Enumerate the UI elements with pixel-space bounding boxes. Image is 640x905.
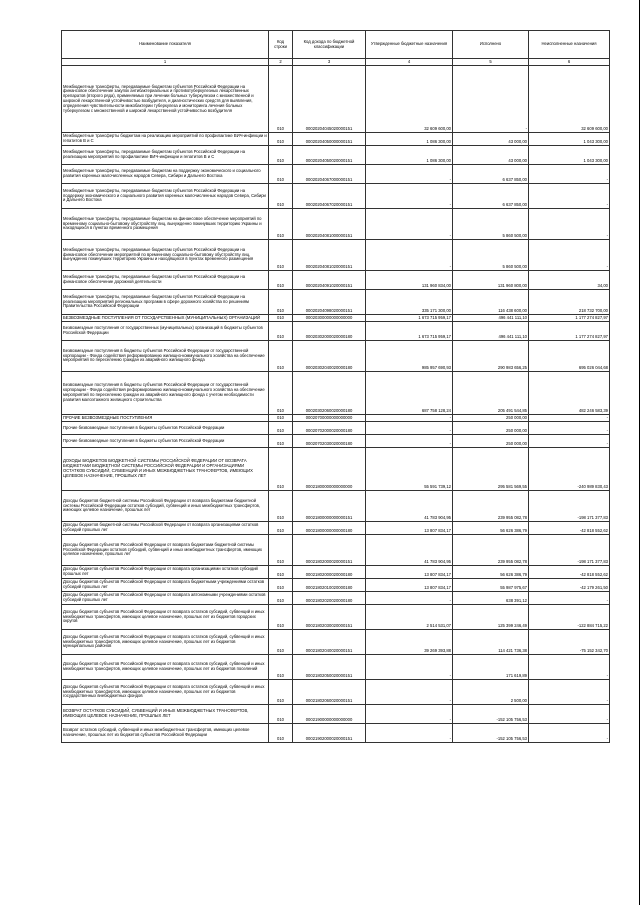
row-unexecuted: - bbox=[529, 655, 610, 680]
row-approved: 41 783 904,95 bbox=[366, 535, 453, 566]
row-name: Доходы бюджетов бюджетной системы Российской Федерации от возврата бюджетами бюджетной системы Российской Федерации остатков субсидий, субвенций и иных межбюджетных трансфертов, имеющих целевое назначение, прошлых лет bbox=[62, 491, 269, 522]
row-code: 010 bbox=[269, 209, 293, 240]
row-unexecuted: -198 171 377,83 bbox=[529, 535, 610, 566]
row-kbk: 00020204050000000151 bbox=[293, 133, 366, 146]
table-header-row bbox=[62, 31, 610, 59]
row-kbk: 00020300000000000000 bbox=[293, 315, 366, 322]
row-executed: 250 000,00 bbox=[453, 435, 529, 448]
row-executed: 114 421 736,38 bbox=[453, 630, 529, 655]
table-row bbox=[62, 184, 610, 209]
row-kbk: 00020204067020000151 bbox=[293, 184, 366, 209]
row-unexecuted: - bbox=[529, 415, 610, 422]
row-unexecuted: -42 818 552,62 bbox=[529, 522, 610, 535]
row-unexecuted: - bbox=[529, 680, 610, 705]
row-code: 010 bbox=[269, 240, 293, 271]
row-unexecuted: - bbox=[529, 240, 610, 271]
row-name: Доходы бюджетов субъектов Российской Федерации от возврата остатков субсидий, субвенций и иных межбюджетных трансфертов, имеющих целевое назначение, прошлых лет из бюджетов муниципальных районов bbox=[62, 630, 269, 655]
row-unexecuted: - bbox=[529, 592, 610, 605]
row-code: 010 bbox=[269, 535, 293, 566]
row-unexecuted: 695 026 044,68 bbox=[529, 341, 610, 372]
row-name: Доходы бюджетов субъектов Российской Федерации от возврата бюджетными учреждениями остатков субсидий прошлых лет bbox=[62, 579, 269, 592]
row-approved: - bbox=[366, 592, 453, 605]
row-code: 010 bbox=[269, 705, 293, 724]
row-kbk: 00021802020020000180 bbox=[293, 592, 366, 605]
row-executed: 239 955 082,78 bbox=[453, 535, 529, 566]
table-row bbox=[62, 290, 610, 315]
table-row bbox=[62, 592, 610, 605]
row-kbk: 00020302000020000180 bbox=[293, 322, 366, 341]
table-row bbox=[62, 341, 610, 372]
table-row bbox=[62, 448, 610, 491]
row-approved: - bbox=[366, 415, 453, 422]
row-code: 010 bbox=[269, 566, 293, 579]
row-executed: 2 500,00 bbox=[453, 680, 529, 705]
row-approved: 2 514 531,07 bbox=[366, 605, 453, 630]
row-code: 010 bbox=[269, 184, 293, 209]
row-executed: -152 105 756,53 bbox=[453, 724, 529, 743]
row-unexecuted: -75 152 342,70 bbox=[529, 630, 610, 655]
table-row bbox=[62, 415, 610, 422]
table-row bbox=[62, 165, 610, 184]
row-code: 010 bbox=[269, 630, 293, 655]
row-executed: 56 626 386,79 bbox=[453, 522, 529, 535]
row-name: Межбюджетные трансферты, передаваемые бюджетам субъектов Российской Федерации на финансовое обеспечение дорожной деятельности bbox=[62, 271, 269, 290]
row-executed: 5 860 500,00 bbox=[453, 240, 529, 271]
row-code: 010 bbox=[269, 415, 293, 422]
table-row bbox=[62, 491, 610, 522]
column-number: 5 bbox=[453, 59, 529, 66]
row-approved: 1 086 300,00 bbox=[366, 146, 453, 165]
table-row bbox=[62, 209, 610, 240]
row-code: 010 bbox=[269, 133, 293, 146]
row-unexecuted: -42 179 261,50 bbox=[529, 579, 610, 592]
row-name: Возврат остатков субсидий, субвенций и иных межбюджетных трансфертов, имеющих целевое назначение, прошлых лет из бюджетов субъектов Российской Федерации bbox=[62, 724, 269, 743]
row-executed: 239 955 082,78 bbox=[453, 491, 529, 522]
row-code: 010 bbox=[269, 315, 293, 322]
row-executed: 43 000,00 bbox=[453, 133, 529, 146]
row-kbk: 00021902000020000151 bbox=[293, 724, 366, 743]
row-executed: 295 581 569,55 bbox=[453, 448, 529, 491]
row-approved: - bbox=[366, 655, 453, 680]
column-number: 1 bbox=[62, 59, 269, 66]
row-code: 010 bbox=[269, 341, 293, 372]
row-code: 010 bbox=[269, 522, 293, 535]
row-kbk: 00021800000000000180 bbox=[293, 522, 366, 535]
row-name: Межбюджетные трансферты, передаваемые бюджетам субъектов Российской Федерации на поддержку экономического и социального развития коренных малочисленных народов Севера, Сибири и Дальнего Востока bbox=[62, 184, 269, 209]
table-row bbox=[62, 566, 610, 579]
header-kbk: Код дохода по бюджетной классификации bbox=[293, 31, 366, 59]
row-executed: 250 000,00 bbox=[453, 415, 529, 422]
row-code: 010 bbox=[269, 579, 293, 592]
table-row bbox=[62, 322, 610, 341]
row-name: Доходы бюджетов субъектов Российской Федерации от возврата автономными учреждениями остатков субсидий прошлых лет bbox=[62, 592, 269, 605]
row-code: 010 bbox=[269, 372, 293, 415]
header-executed: Исполнено bbox=[453, 31, 529, 59]
row-code: 010 bbox=[269, 422, 293, 435]
row-name: Межбюджетные трансферты, передаваемые бюджетам субъектов Российской Федерации на финансовое обеспечение мероприятий по временному социально-бытовому обустройству лиц, вынужденно покинувших территорию Украины и находящихся в пунктах временного размещения bbox=[62, 240, 269, 271]
row-name: Прочие безвозмездные поступления в бюджеты субъектов Российской Федерации bbox=[62, 422, 269, 435]
row-name: Межбюджетные трансферты, передаваемые бюджетам субъектов Российской Федерации на реализацию мероприятий региональных программ в сфере дорожного хозяйства по решениям Правительства Российской Федерации bbox=[62, 290, 269, 315]
row-code: 010 bbox=[269, 592, 293, 605]
row-approved: 1 086 300,00 bbox=[366, 133, 453, 146]
table-row bbox=[62, 705, 610, 724]
row-code: 010 bbox=[269, 290, 293, 315]
header-row-code: Код строки bbox=[269, 31, 293, 59]
row-kbk: 00020302040020000180 bbox=[293, 341, 366, 372]
row-code: 010 bbox=[269, 605, 293, 630]
row-executed: 638 391,12 bbox=[453, 592, 529, 605]
row-executed: 290 983 656,25 bbox=[453, 341, 529, 372]
row-approved: 1 673 715 959,17 bbox=[366, 315, 453, 322]
row-unexecuted: - bbox=[529, 209, 610, 240]
row-approved: 687 758 128,24 bbox=[366, 372, 453, 415]
row-name: Прочие безвозмездные поступления в бюджеты субъектов Российской Федерации bbox=[62, 435, 269, 448]
row-executed: 116 438 600,00 bbox=[453, 290, 529, 315]
row-kbk: 00020204067000000151 bbox=[293, 165, 366, 184]
table-row bbox=[62, 535, 610, 566]
row-kbk: 00021802010020000180 bbox=[293, 579, 366, 592]
row-approved: - bbox=[366, 240, 453, 271]
row-approved: - bbox=[366, 435, 453, 448]
row-executed: - bbox=[453, 66, 529, 133]
row-unexecuted: - bbox=[529, 422, 610, 435]
row-unexecuted: 1 043 300,00 bbox=[529, 133, 610, 146]
column-number: 3 bbox=[293, 59, 366, 66]
row-code: 010 bbox=[269, 724, 293, 743]
row-executed: 496 441 111,10 bbox=[453, 322, 529, 341]
row-unexecuted: - bbox=[529, 435, 610, 448]
row-executed: 171 619,89 bbox=[453, 655, 529, 680]
row-unexecuted: -122 884 715,22 bbox=[529, 605, 610, 630]
row-code: 010 bbox=[269, 66, 293, 133]
row-kbk: 00021802060020000151 bbox=[293, 680, 366, 705]
row-unexecuted: 1 177 274 827,97 bbox=[529, 315, 610, 322]
row-approved: - bbox=[366, 680, 453, 705]
row-approved: - bbox=[366, 165, 453, 184]
row-executed: -152 105 756,53 bbox=[453, 705, 529, 724]
row-kbk: 00021900000000000000 bbox=[293, 705, 366, 724]
row-name: Безвозмездные поступления в бюджеты субъектов Российской Федерации от государственной корпорации - Фонда содействия реформированию жилищно-коммунального хозяйства на обеспечение мероприятий по переселению граждан из аварийного жилищного фонда bbox=[62, 341, 269, 372]
table-row bbox=[62, 655, 610, 680]
row-approved: 335 171 300,00 bbox=[366, 290, 453, 315]
row-name: Межбюджетные трансферты бюджетам на реализацию мероприятий по профилактике ВИЧ-инфекции и гепатитов В и С bbox=[62, 133, 269, 146]
row-kbk: 00020204081020000151 bbox=[293, 240, 366, 271]
row-unexecuted: 32 609 600,00 bbox=[529, 66, 610, 133]
row-unexecuted: 218 732 700,00 bbox=[529, 290, 610, 315]
row-approved: 131 960 834,00 bbox=[366, 271, 453, 290]
row-unexecuted: 1 043 300,00 bbox=[529, 146, 610, 165]
table-row bbox=[62, 680, 610, 705]
table-row bbox=[62, 724, 610, 743]
row-approved: 39 269 393,88 bbox=[366, 630, 453, 655]
row-name: Межбюджетные трансферты, передаваемые бюджетам на финансовое обеспечение мероприятий по временному социально-бытовому обустройству лиц, вынужденно покинувших территорию Украины и находящихся в пунктах временного размещения bbox=[62, 209, 269, 240]
row-name: Доходы бюджетов субъектов Российской Федерации от возврата организациями остатков субсидий прошлых лет bbox=[62, 566, 269, 579]
row-kbk: 00021802000020000180 bbox=[293, 566, 366, 579]
row-kbk: 00021802030020000151 bbox=[293, 605, 366, 630]
row-name: ВОЗВРАТ ОСТАТКОВ СУБСИДИЙ, СУБВЕНЦИЙ И ИНЫХ МЕЖБЮДЖЕТНЫХ ТРАНСФЕРТОВ, ИМЕЮЩИХ ЦЕЛЕВОЕ НАЗНАЧЕНИЕ, ПРОШЛЫХ ЛЕТ bbox=[62, 705, 269, 724]
row-kbk: 00020204091020000151 bbox=[293, 271, 366, 290]
table-row bbox=[62, 372, 610, 415]
row-name: Доходы бюджетов субъектов Российской Федерации от возврата остатков субсидий, субвенций и иных межбюджетных трансфертов, имеющих целевое назначение, прошлых лет из бюджетов поселений bbox=[62, 655, 269, 680]
row-name: Безвозмездные поступления в бюджеты субъектов Российской Федерации от государственной корпорации - Фонда содействия реформированию жилищно-коммунального хозяйства на обеспечение мероприятий по переселению граждан из аварийного жилищного фонда с учетом необходимости развития малоэтажного жилищного строительства bbox=[62, 372, 269, 415]
table-row bbox=[62, 66, 610, 133]
row-approved: - bbox=[366, 184, 453, 209]
row-kbk: 00021802050020000151 bbox=[293, 655, 366, 680]
column-number: 2 bbox=[269, 59, 293, 66]
row-approved: 985 957 690,93 bbox=[366, 341, 453, 372]
table-row bbox=[62, 605, 610, 630]
row-name: Межбюджетные трансферты, передаваемые бюджетам субъектов Российской Федерации на реализацию мероприятий по профилактике ВИЧ-инфекции и гепатитов В и С bbox=[62, 146, 269, 165]
table-row bbox=[62, 271, 610, 290]
row-name: Доходы бюджетов бюджетной системы Российской Федерации от возврата организациями остатков субсидий прошлых лет bbox=[62, 522, 269, 535]
row-kbk: 00021802040020000151 bbox=[293, 630, 366, 655]
row-approved: 13 807 834,17 bbox=[366, 579, 453, 592]
row-executed: 131 960 800,00 bbox=[453, 271, 529, 290]
row-code: 010 bbox=[269, 322, 293, 341]
row-executed: 205 491 544,85 bbox=[453, 372, 529, 415]
row-executed: 5 860 500,00 bbox=[453, 209, 529, 240]
row-unexecuted: 482 246 583,39 bbox=[529, 372, 610, 415]
row-code: 010 bbox=[269, 680, 293, 705]
row-approved: - bbox=[366, 209, 453, 240]
row-kbk: 00021800000000000151 bbox=[293, 491, 366, 522]
row-kbk: 00020204050020000151 bbox=[293, 146, 366, 165]
row-approved: 1 673 715 959,17 bbox=[366, 322, 453, 341]
row-kbk: 00020204045020000151 bbox=[293, 66, 366, 133]
header-indicator-name: Наименование показателя bbox=[62, 31, 269, 59]
table-row bbox=[62, 146, 610, 165]
row-unexecuted: - bbox=[529, 724, 610, 743]
row-executed: 125 399 246,49 bbox=[453, 605, 529, 630]
row-unexecuted: 34,00 bbox=[529, 271, 610, 290]
row-approved: 41 783 904,95 bbox=[366, 491, 453, 522]
row-name: Межбюджетные трансферты, передаваемые бюджетам субъектов Российской Федерации на финансовое обеспечение закупок антибактериальных и противотуберкулезных лекарственных препаратов (второго ряда), применяемых при лечении больных туберкулезом с множественной и широкой лекарственной устойчивостью возбудителя, и диагностических средств для выявления, определения чувствительности микобактерии туберкулеза и мониторинга лечения больных туберкулезом с множественной и широкой лекарственной устойчивостью возбудителя bbox=[62, 66, 269, 133]
row-kbk: 00020302060020000180 bbox=[293, 372, 366, 415]
row-executed: 250 000,00 bbox=[453, 422, 529, 435]
row-unexecuted: -42 818 552,62 bbox=[529, 566, 610, 579]
table-row bbox=[62, 522, 610, 535]
row-code: 010 bbox=[269, 491, 293, 522]
budget-revenue-table bbox=[61, 30, 610, 743]
row-unexecuted: - bbox=[529, 165, 610, 184]
table-row bbox=[62, 630, 610, 655]
table-row bbox=[62, 315, 610, 322]
table-row bbox=[62, 422, 610, 435]
row-name: Доходы бюджетов субъектов Российской Федерации от возврата остатков субсидий, субвенций и иных межбюджетных трансфертов, имеющих целевое назначение, прошлых лет из бюджетов городских округов bbox=[62, 605, 269, 630]
row-kbk: 00021800000000000000 bbox=[293, 448, 366, 491]
row-executed: 6 637 850,00 bbox=[453, 184, 529, 209]
row-executed: 496 441 111,10 bbox=[453, 315, 529, 322]
row-kbk: 00020702030020000180 bbox=[293, 435, 366, 448]
row-kbk: 00021802000020000151 bbox=[293, 535, 366, 566]
row-approved: 32 609 600,00 bbox=[366, 66, 453, 133]
column-number: 6 bbox=[529, 59, 610, 66]
row-name: БЕЗВОЗМЕЗДНЫЕ ПОСТУПЛЕНИЯ ОТ ГОСУДАРСТВЕННЫХ (МУНИЦИПАЛЬНЫХ) ОРГАНИЗАЦИЙ bbox=[62, 315, 269, 322]
row-code: 010 bbox=[269, 435, 293, 448]
header-approved: Утвержденные бюджетные назначения bbox=[366, 31, 453, 59]
row-unexecuted: - bbox=[529, 705, 610, 724]
row-unexecuted: 1 177 274 827,97 bbox=[529, 322, 610, 341]
row-name: ДОХОДЫ БЮДЖЕТОВ БЮДЖЕТНОЙ СИСТЕМЫ РОССИЙСКОЙ ФЕДЕРАЦИИ ОТ ВОЗВРАТА БЮДЖЕТАМИ БЮДЖЕТНОЙ СИСТЕМЫ РОССИЙСКОЙ ФЕДЕРАЦИИ И ОРГАНИЗАЦИЯМИ ОСТАТКОВ СУБСИДИЙ, СУБВЕНЦИЙ И ИНЫХ МЕЖБЮДЖЕТНЫХ ТРАНСФЕРТОВ, ИМЕЮЩИХ ЦЕЛЕВОЕ НАЗНАЧЕНИЕ, ПРОШЛЫХ ЛЕТ bbox=[62, 448, 269, 491]
row-approved: - bbox=[366, 705, 453, 724]
column-number-row bbox=[62, 59, 610, 66]
row-executed: 56 626 386,79 bbox=[453, 566, 529, 579]
row-kbk: 00020702000020000180 bbox=[293, 422, 366, 435]
header-unexecuted: Неисполненные назначения bbox=[529, 31, 610, 59]
row-code: 010 bbox=[269, 146, 293, 165]
row-code: 010 bbox=[269, 271, 293, 290]
row-approved: 13 807 834,17 bbox=[366, 566, 453, 579]
row-executed: 43 000,00 bbox=[453, 146, 529, 165]
row-kbk: 00020204098020000151 bbox=[293, 290, 366, 315]
row-approved: - bbox=[366, 422, 453, 435]
row-kbk: 00020204081000000151 bbox=[293, 209, 366, 240]
row-unexecuted: -198 171 377,83 bbox=[529, 491, 610, 522]
row-code: 010 bbox=[269, 448, 293, 491]
row-approved: - bbox=[366, 724, 453, 743]
table-row bbox=[62, 240, 610, 271]
row-approved: 55 591 739,12 bbox=[366, 448, 453, 491]
row-unexecuted: - bbox=[529, 184, 610, 209]
row-executed: 55 987 975,67 bbox=[453, 579, 529, 592]
row-approved: 13 807 834,17 bbox=[366, 522, 453, 535]
table-row bbox=[62, 435, 610, 448]
row-name: Безвозмездные поступления от государственных (муниципальных) организаций в бюджеты субъектов Российской Федерации bbox=[62, 322, 269, 341]
row-kbk: 00020700000000000000 bbox=[293, 415, 366, 422]
row-executed: 6 637 850,00 bbox=[453, 165, 529, 184]
row-code: 010 bbox=[269, 655, 293, 680]
table-row bbox=[62, 133, 610, 146]
row-unexecuted: -240 989 830,43 bbox=[529, 448, 610, 491]
row-name: Межбюджетные трансферты, передаваемые бюджетам на поддержку экономического и социального развития коренных малочисленных народов Севера, Сибири и Дальнего Востока bbox=[62, 165, 269, 184]
row-name: Доходы бюджетов субъектов Российской Федерации от возврата остатков субсидий, субвенций и иных межбюджетных трансфертов, имеющих целевое назначение, прошлых лет из бюджетов государственных внебюджетных фондов bbox=[62, 680, 269, 705]
row-name: Доходы бюджетов субъектов Российской Федерации от возврата бюджетами бюджетной системы Российской Федерации остатков субсидий, субвенций и иных межбюджетных трансфертов, имеющих целевое назначение, прошлых лет bbox=[62, 535, 269, 566]
row-code: 010 bbox=[269, 165, 293, 184]
row-name: ПРОЧИЕ БЕЗВОЗМЕЗДНЫЕ ПОСТУПЛЕНИЯ bbox=[62, 415, 269, 422]
column-number: 4 bbox=[366, 59, 453, 66]
table-row bbox=[62, 579, 610, 592]
